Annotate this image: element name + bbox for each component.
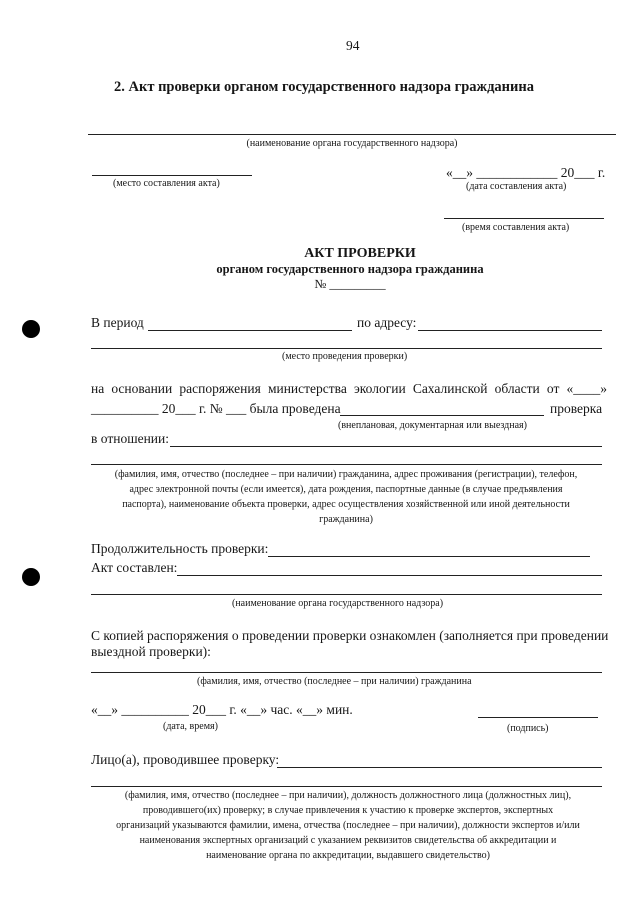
time-line	[444, 218, 604, 219]
basis-date-row: __________ 20___ г. № ___ была проведена	[91, 401, 341, 416]
check-word: проверка	[550, 401, 603, 416]
drawn-up-line	[177, 575, 602, 576]
basis-word: основании	[111, 381, 173, 396]
page-number: 94	[346, 38, 360, 53]
citizen-caption-1: (фамилия, имя, отчество (последнее – при наличии) гражданина, адрес проживания (регистрации), телефон,	[114, 469, 578, 480]
duration-line	[268, 556, 590, 557]
org-name-line	[88, 134, 616, 135]
drawn-up-line-2	[91, 594, 602, 595]
persons-caption-4: наименования экспертных организаций с указанием реквизитов свидетельства об аккредитации и	[139, 835, 557, 846]
persons-line	[277, 767, 602, 768]
place-line	[92, 175, 252, 176]
check-type-line	[340, 415, 544, 416]
basis-word: экологии	[353, 381, 406, 396]
check-type-caption: (внеплановая, документарная или выездная)	[338, 420, 527, 431]
persons-caption-3: организаций указываются фамилии, имена, отчества (последнее – при наличии), должности экспертов и/или	[116, 820, 580, 831]
basis-word: Сахалинской	[412, 381, 488, 396]
persons-caption-1: (фамилия, имя, отчество (последнее – при наличии), должность должностного лица (должностных лиц),	[124, 790, 572, 801]
fio-caption: (фамилия, имя, отчество (последнее – при наличии) гражданина	[197, 676, 472, 687]
drawn-up-label: Акт составлен:	[91, 560, 178, 575]
period-line	[148, 330, 352, 331]
citizen-caption-2: адрес электронной почты (если имеется), дата рождения, паспортные данные (в случае предъявления	[129, 484, 563, 495]
citizen-fio-line	[91, 672, 602, 673]
datetime-caption: (дата, время)	[163, 721, 218, 732]
org-name-caption: (наименование органа государственного надзора)	[246, 138, 458, 149]
duration-label: Продолжительность проверки:	[91, 541, 269, 556]
relation-line-2	[91, 464, 602, 465]
datetime-row: «__» __________ 20___ г. «__» час. «__» мин.	[91, 702, 353, 717]
copy-text-2: выездной проверки):	[91, 644, 211, 659]
act-title: АКТ ПРОВЕРКИ	[304, 246, 416, 261]
punch-hole-bottom	[22, 568, 40, 586]
act-date-field: «__» ____________ 20___ г.	[446, 165, 606, 180]
persons-caption-5: наименование органа по аккредитации, выдавшего свидетельство)	[206, 850, 490, 861]
citizen-caption-4: гражданина)	[319, 514, 373, 525]
address-line-2	[91, 348, 602, 349]
basis-word: «____»	[566, 381, 607, 396]
relation-line	[170, 446, 602, 447]
act-subtitle: органом государственного надзора гражданина	[216, 262, 484, 276]
place-caption: (место составления акта)	[113, 178, 220, 189]
act-number: № _________	[314, 277, 386, 291]
address-label: по адресу:	[357, 315, 417, 330]
basis-word: области	[494, 381, 540, 396]
relation-label: в отношении:	[91, 431, 170, 446]
address-line	[418, 330, 602, 331]
basis-word: от	[546, 381, 560, 396]
persons-line-2	[91, 786, 602, 787]
period-label: В период	[91, 315, 144, 330]
time-caption: (время составления акта)	[462, 222, 570, 233]
copy-text-1: С копией распоряжения о проведении проверки ознакомлен (заполняется при проведении	[91, 628, 609, 643]
basis-word: на	[91, 381, 105, 396]
punch-hole-top	[22, 320, 40, 338]
signature-line	[478, 717, 598, 718]
basis-word: распоряжения	[179, 381, 261, 396]
persons-label: Лицо(а), проводившее проверку:	[91, 752, 280, 767]
signature-caption: (подпись)	[507, 723, 549, 734]
act-date-caption: (дата составления акта)	[466, 181, 567, 192]
citizen-caption-3: паспорта), наименование объекта проверки, адрес осуществления хозяйственной или иной деятельности	[122, 499, 570, 510]
basis-word: министерства	[267, 381, 347, 396]
persons-caption-2: проводившего(их) проверку; в случае привлечения к участию к проверке экспертов, экспертных	[142, 805, 554, 816]
section-title: 2. Акт проверки органом государственного надзора гражданина	[114, 79, 534, 95]
basis-line	[91, 381, 607, 397]
org2-caption: (наименование органа государственного надзора)	[232, 598, 444, 609]
place-check-caption: (место проведения проверки)	[282, 351, 408, 362]
